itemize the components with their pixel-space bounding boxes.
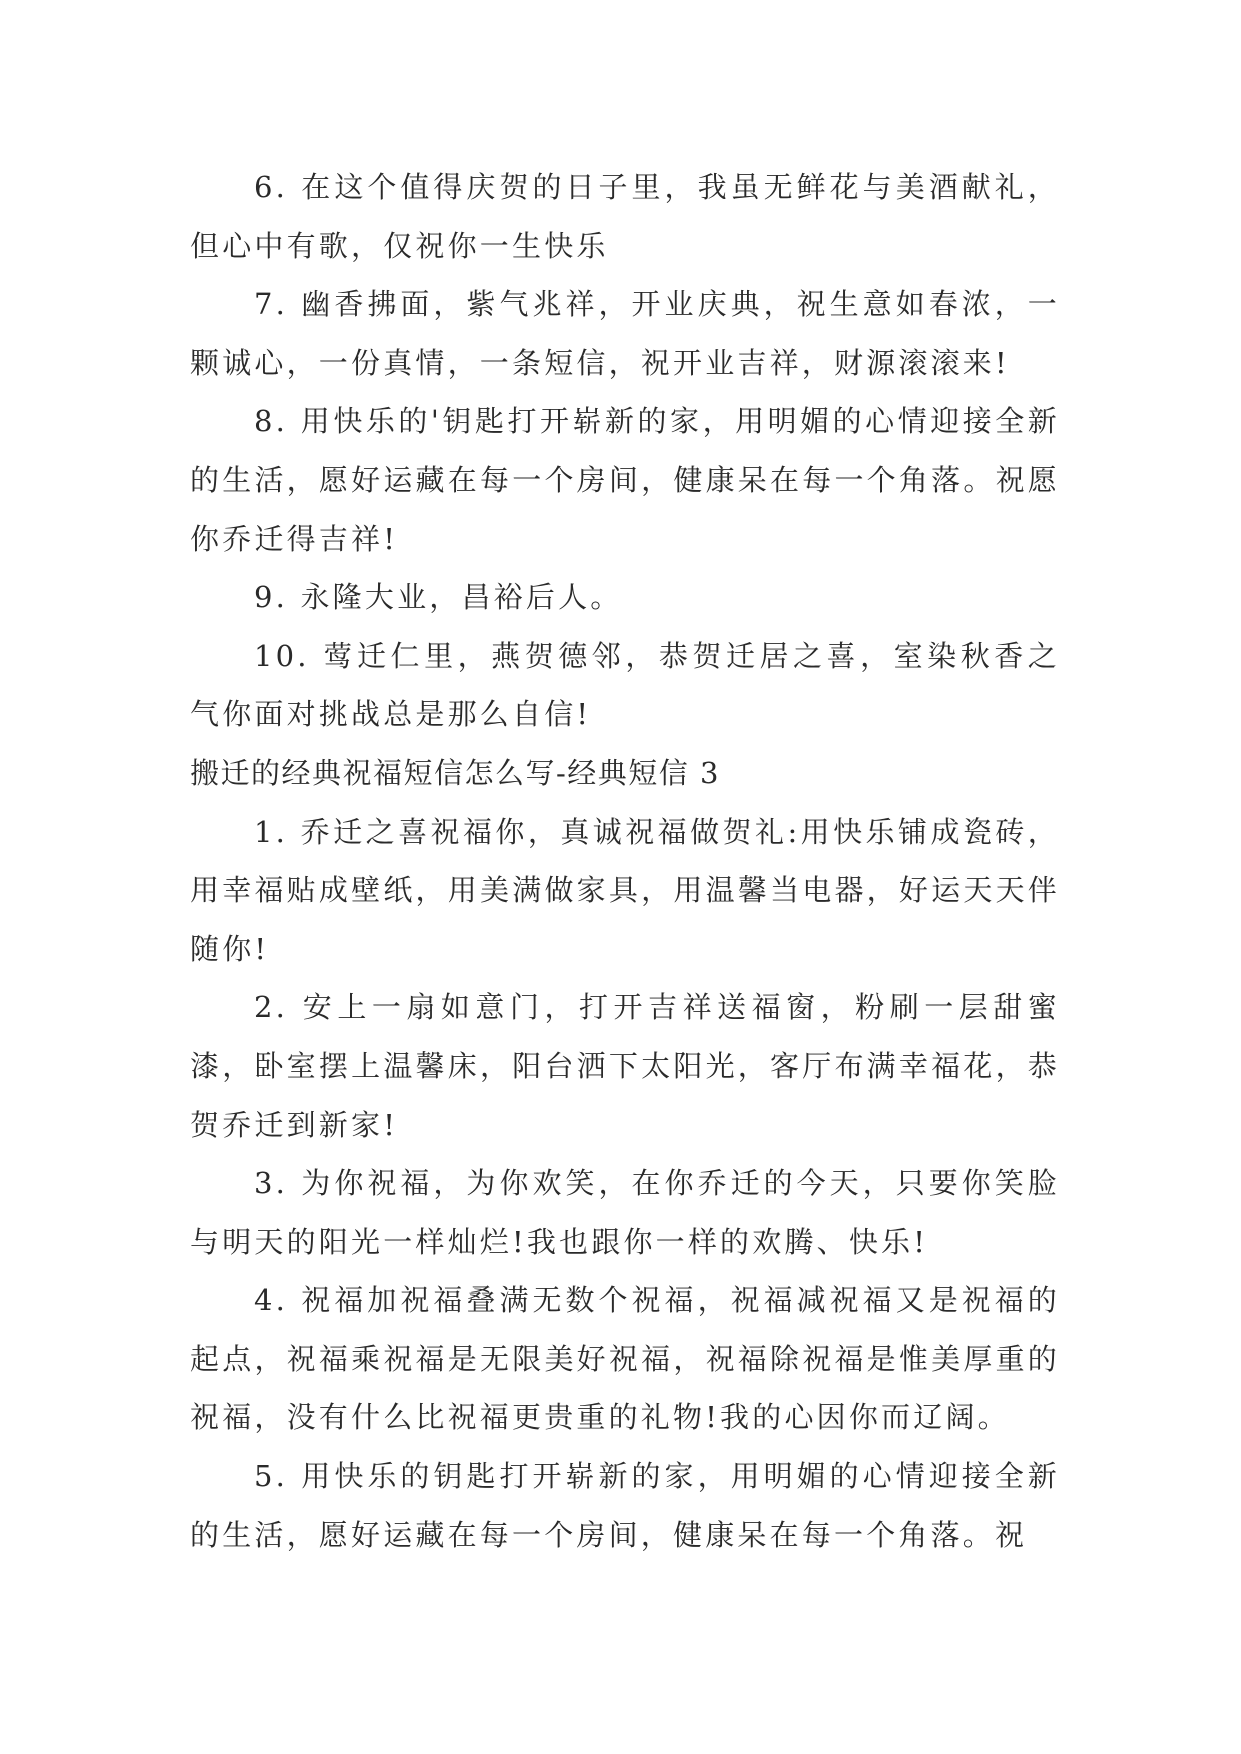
paragraph-6: 6. 在这个值得庆贺的日子里，我虽无鲜花与美酒献礼，但心中有歌，仅祝你一生快乐 bbox=[190, 170, 1060, 263]
section-heading: 搬迁的经典祝福短信怎么写-经典短信 3 bbox=[190, 755, 720, 790]
paragraph-9: 9. 永隆大业，昌裕后人。 bbox=[254, 580, 623, 615]
paragraph-3: 3. 为你祝福，为你欢笑，在你乔迁的今天，只要你笑脸与明天的阳光一样灿烂!我也跟你一样的欢腾、快乐! bbox=[190, 1166, 1060, 1259]
paragraph-10: 10. 莺迁仁里，燕贺德邻，恭贺迁居之喜，室染秋香之气你面对挑战总是那么自信! bbox=[190, 638, 1060, 732]
paragraph-1: 1. 乔迁之喜祝福你，真诚祝福做贺礼:用快乐铺成瓷砖，用幸福贴成壁纸，用美满做家具，用温馨当电器，好运天天伴随你! bbox=[190, 814, 1060, 966]
paragraph-7: 7. 幽香拂面，紫气兆祥，开业庆典，祝生意如春浓，一颗诚心，一份真情，一条短信，祝开业吉祥，财源滚滚来! bbox=[190, 287, 1060, 380]
paragraph-8: 8. 用快乐的'钥匙打开崭新的家，用明媚的心情迎接全新的生活，愿好运藏在每一个房间，健康呆在每一个角落。祝愿你乔迁得吉祥! bbox=[190, 404, 1060, 556]
document-body bbox=[190, 158, 1060, 1564]
paragraph-2: 2. 安上一扇如意门，打开吉祥送福窗，粉刷一层甜蜜漆，卧室摆上温馨床，阳台洒下太阳光，客厅布满幸福花，恭贺乔迁到新家! bbox=[190, 990, 1060, 1142]
paragraph-5: 5. 用快乐的钥匙打开崭新的家，用明媚的心情迎接全新的生活，愿好运藏在每一个房间，健康呆在每一个角落。祝 bbox=[190, 1459, 1060, 1552]
paragraph-4: 4. 祝福加祝福叠满无数个祝福，祝福减祝福又是祝福的起点，祝福乘祝福是无限美好祝福，祝福除祝福是惟美厚重的祝福，没有什么比祝福更贵重的礼物!我的心因你而辽阔。 bbox=[190, 1283, 1060, 1435]
